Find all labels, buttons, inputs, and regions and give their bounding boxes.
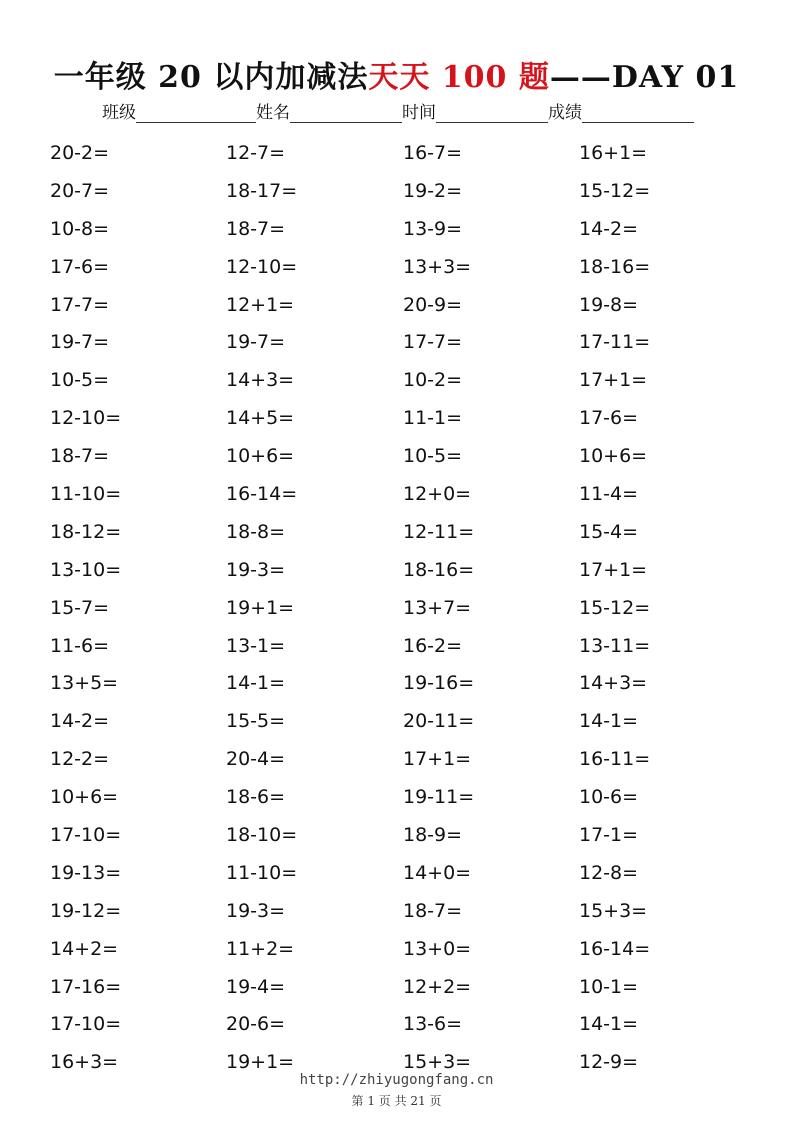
math-problem: 19-8=	[579, 293, 639, 316]
math-problem: 20-9=	[403, 293, 463, 316]
name-label: 姓名	[256, 103, 290, 123]
math-problem: 19-11=	[403, 786, 475, 809]
math-problem: 19-12=	[50, 899, 122, 922]
math-problem: 14+2=	[50, 937, 119, 960]
math-problem: 10-2=	[403, 369, 463, 392]
math-problem: 12-11=	[403, 520, 475, 543]
math-problem: 19-7=	[226, 331, 286, 354]
math-problem: 13-11=	[579, 634, 651, 657]
math-problem: 18-8=	[226, 520, 286, 543]
math-problem: 19-7=	[50, 331, 110, 354]
math-problem: 18-7=	[50, 445, 110, 468]
math-problem: 18-16=	[403, 558, 475, 581]
math-problem: 19-3=	[226, 899, 286, 922]
math-problem: 11-10=	[226, 861, 298, 884]
math-problem: 14+3=	[579, 672, 648, 695]
title-day: ——DAY 01	[549, 60, 740, 95]
math-problem: 10-5=	[403, 445, 463, 468]
time-label: 时间	[402, 103, 436, 123]
math-problem: 17-7=	[403, 331, 463, 354]
math-problem: 10-6=	[579, 786, 639, 809]
math-problem: 17-10=	[50, 824, 122, 847]
math-problem: 20-11=	[403, 710, 475, 733]
math-problem: 16-2=	[403, 634, 463, 657]
class-field	[102, 98, 256, 123]
math-problem: 15+3=	[403, 1051, 472, 1074]
time-field	[402, 98, 548, 123]
math-problem: 16+1=	[579, 142, 648, 164]
math-problem: 12-7=	[226, 142, 286, 164]
math-problem: 15-5=	[226, 710, 286, 733]
title-highlight: 天天 100 题	[368, 60, 550, 95]
math-problem: 12+2=	[403, 975, 472, 998]
math-problem: 18-7=	[226, 217, 286, 240]
math-problem: 13-1=	[226, 634, 286, 657]
time-blank[interactable]	[436, 104, 548, 123]
math-problem: 19-16=	[403, 672, 475, 695]
page-title	[0, 52, 793, 96]
math-problem: 15-7=	[50, 596, 110, 619]
math-problem: 17+1=	[579, 558, 648, 581]
math-problem: 13+0=	[403, 937, 472, 960]
math-problem: 19-13=	[50, 861, 122, 884]
math-problem: 17-6=	[50, 255, 110, 278]
math-problem: 17-11=	[579, 331, 651, 354]
math-problem: 12-9=	[579, 1051, 639, 1074]
math-problem: 16-14=	[579, 937, 651, 960]
math-problem: 20-6=	[226, 1013, 286, 1036]
math-problem: 14-1=	[226, 672, 286, 695]
math-problem: 17-10=	[50, 1013, 122, 1036]
name-blank[interactable]	[290, 104, 402, 123]
math-problem: 17-6=	[579, 407, 639, 430]
math-problem: 12+1=	[226, 293, 295, 316]
math-problem: 14+3=	[226, 369, 295, 392]
math-problem: 10+6=	[50, 786, 119, 809]
math-problem: 18-7=	[403, 899, 463, 922]
class-label: 班级	[102, 103, 136, 123]
math-problem: 11-4=	[579, 483, 639, 506]
math-problem: 18-6=	[226, 786, 286, 809]
math-problem: 12+0=	[403, 483, 472, 506]
math-problem: 16-7=	[403, 142, 463, 164]
math-problem: 10-1=	[579, 975, 639, 998]
math-problem: 19-2=	[403, 179, 463, 202]
score-field	[548, 98, 694, 123]
math-problem: 19+1=	[226, 596, 295, 619]
math-problem: 10-8=	[50, 217, 110, 240]
math-problem: 20-7=	[50, 179, 110, 202]
math-problem: 18-16=	[579, 255, 651, 278]
math-problem: 16+3=	[50, 1051, 119, 1074]
score-label: 成绩	[548, 103, 582, 123]
math-problem: 13+7=	[403, 596, 472, 619]
math-problem: 13-6=	[403, 1013, 463, 1036]
title-part-1: 一年级 20 以内加减法	[53, 60, 369, 95]
math-problem: 10+6=	[579, 445, 648, 468]
math-problem: 12-8=	[579, 861, 639, 884]
math-problem: 19-3=	[226, 558, 286, 581]
math-problem: 13-9=	[403, 217, 463, 240]
math-problem: 18-17=	[226, 179, 298, 202]
math-problem: 15-12=	[579, 179, 651, 202]
math-problem: 10+6=	[226, 445, 295, 468]
footer-page-number: 第 1 页 共 21 页	[351, 1094, 442, 1108]
footer-url: http://zhiyugongfang.cn	[299, 1072, 494, 1088]
math-problem: 13+3=	[403, 255, 472, 278]
math-problem: 12-10=	[50, 407, 122, 430]
math-problem: 20-2=	[50, 142, 110, 164]
math-problem: 14-1=	[579, 710, 639, 733]
math-problem: 19+1=	[226, 1051, 295, 1074]
math-problem: 12-2=	[50, 748, 110, 771]
score-blank[interactable]	[582, 104, 694, 123]
student-info-fields	[102, 98, 694, 123]
math-problem: 13-10=	[50, 558, 122, 581]
math-problem: 10-5=	[50, 369, 110, 392]
math-problem: 18-12=	[50, 520, 122, 543]
math-problem: 17+1=	[579, 369, 648, 392]
math-problem: 14-1=	[579, 1013, 639, 1036]
math-problem: 19-4=	[226, 975, 286, 998]
name-field	[256, 98, 402, 123]
class-blank[interactable]	[136, 104, 256, 123]
math-problem: 15-12=	[579, 596, 651, 619]
math-problem: 16-11=	[579, 748, 651, 771]
math-problem: 16-14=	[226, 483, 298, 506]
math-problem: 15+3=	[579, 899, 648, 922]
math-problem: 11+2=	[226, 937, 295, 960]
math-problem: 14+5=	[226, 407, 295, 430]
math-problem: 17-1=	[579, 824, 639, 847]
math-problem: 12-10=	[226, 255, 298, 278]
math-problem: 11-6=	[50, 634, 110, 657]
math-problem: 14+0=	[403, 861, 472, 884]
math-problem: 15-4=	[579, 520, 639, 543]
math-problem: 14-2=	[50, 710, 110, 733]
math-problem: 17-16=	[50, 975, 122, 998]
math-problem: 20-4=	[226, 748, 286, 771]
problem-grid	[50, 140, 750, 1087]
math-problem: 14-2=	[579, 217, 639, 240]
math-problem: 18-9=	[403, 824, 463, 847]
math-problem: 11-1=	[403, 407, 463, 430]
math-problem: 17+1=	[403, 748, 472, 771]
math-problem: 11-10=	[50, 483, 122, 506]
math-problem: 17-7=	[50, 293, 110, 316]
math-problem: 13+5=	[50, 672, 119, 695]
math-problem: 18-10=	[226, 824, 298, 847]
